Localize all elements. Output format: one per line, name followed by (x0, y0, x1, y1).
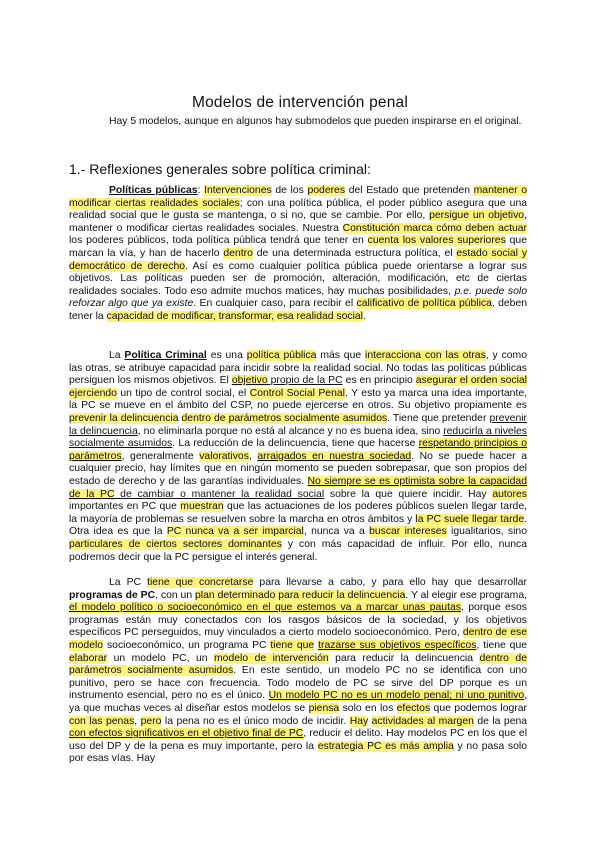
highlighted-text: muestran (180, 501, 224, 513)
text-run: un modelo PC, un (107, 652, 215, 664)
text-run: ; con una política pública, el poder público asegura que una realidad social que le gusta se mantenga, o si no, que se cambie. Por ello, (69, 197, 527, 222)
highlighted-text: elaborar (69, 652, 108, 664)
text-run: , con un (155, 589, 196, 601)
highlighted-text: capacidad de modificar, transformar, esa realidad social (106, 310, 363, 322)
highlighted-text: interacciona con las otras (365, 350, 486, 361)
highlighted-text: respetando principios o parámetros (69, 438, 527, 462)
highlighted-text: objetivo (231, 375, 268, 387)
intro-text (109, 116, 521, 127)
page-title: Modelos de intervención penal (191, 94, 409, 111)
text-run: programas de PC (69, 589, 156, 601)
text-run: , (134, 715, 141, 727)
highlighted-text: actividades al margen (371, 715, 474, 727)
highlighted-text: pero (140, 715, 162, 727)
highlighted-text: cuenta los valores superiores (367, 235, 506, 247)
text-run: , mantener o modificar ciertas realidades sociales. Nuestra (69, 210, 527, 234)
text-run: . Y esto ya marca una idea importante, la PC se mueve en el ámbito del CSP, no puede ejercerse en otros. Su objetivo propiamente es (69, 387, 527, 412)
text-run: , (248, 450, 258, 462)
text-run: Hay 5 modelos, aunque en algunos hay submodelos que pueden inspirarse en el original. (109, 116, 522, 127)
highlighted-text: dentro de ese modelo (69, 627, 528, 651)
text-run: . En cualquier caso, para recibir el (193, 298, 357, 310)
highlighted-text: plan determinado para reducir la delincuencia (195, 589, 406, 601)
text-run: solo en los (339, 702, 397, 714)
text-run: la pena no es el único modo de incidir. (161, 715, 350, 727)
text-run: para llevarse a cabo, y para ello hay que desarrollar (253, 577, 527, 588)
highlighted-text: Un modelo PC no es un modelo penal; ni uno punitivo (268, 690, 525, 702)
highlighted-text: persigue un objetivo (429, 210, 525, 222)
text-run: los poderes públicos, toda política pública tendrá que tener en (69, 235, 368, 247)
text-run: . (362, 310, 366, 322)
highlighted-text: tiene que (270, 639, 315, 651)
highlighted-text: Intervenciones (204, 185, 272, 196)
text-run: y con más capacidad de influir. Por ello, nunca podremos decir que la PC persigue el interés general. (69, 538, 527, 563)
text-run: que marcan la vía, y han de hacerlo (69, 235, 527, 259)
highlighted-text: con las penas (69, 715, 135, 727)
paragraph-politica-criminal (69, 350, 527, 564)
highlighted-text: particulares de ciertos sectores dominantes (69, 538, 282, 550)
highlighted-text: modelo de intervención (214, 652, 329, 664)
highlighted-text: la PC suele llegar tarde (415, 513, 525, 525)
paragraph-text (69, 577, 527, 764)
highlighted-text: prevenir la delincuencia (69, 412, 179, 424)
highlighted-text: buscar intereses (369, 526, 447, 538)
highlighted-text: arraigados en nuestra sociedad (257, 450, 412, 462)
text-run: que las actuaciones de los poderes públicos suelen llegar tarde, la mayoría de problemas se resuelven sobre la marcha en otros ámbitos y (69, 501, 527, 525)
paragraph-text (69, 350, 527, 563)
text-run: de cambiar o mantener la realidad social (114, 488, 325, 500)
highlighted-text: tiene que concretarse (147, 577, 254, 588)
highlighted-text: con efectos significativos en el objetivo final de PC (69, 728, 304, 740)
highlighted-text: valorativos (199, 450, 249, 462)
text-run: . En este sentido, un modelo PC no se identifica con uno punitivo, pero se hace con frecuencia. Todo modelo de PC se sirve del DP porque es un instrumento esencial, pero no es el único. (69, 665, 527, 702)
text-run: Política Criminal (124, 350, 207, 361)
text-run: es en principio (342, 375, 416, 387)
text-run: . Otra idea es que la (69, 513, 527, 538)
highlighted-text: dentro (223, 247, 253, 259)
text-run: , ya que muchas veces al diseñar estos modelos se (69, 690, 527, 714)
highlighted-text: dentro de parámetros socialmente asumidos (181, 412, 388, 424)
text-run: reducirla a niveles socialmente asumidos (69, 425, 527, 450)
text-run: , deben tener la (69, 298, 528, 322)
text-run: La (109, 350, 125, 361)
highlighted-text: autores (492, 488, 527, 500)
text-run: prevenir la delincuencia (69, 412, 527, 437)
text-run: Políticas públicas (109, 185, 198, 196)
highlighted-text: Hay (349, 715, 369, 727)
highlighted-text: efectos (396, 702, 431, 714)
text-run: importantes en PC que (69, 501, 181, 513)
highlighted-text: Control Social Penal (249, 387, 345, 399)
text-run: , generalmente (121, 450, 200, 462)
text-run: igualitarios, sino (446, 526, 527, 538)
highlighted-text: estado social y democrático de derecho (69, 247, 528, 272)
paragraph-programas-pc (69, 577, 527, 766)
text-run: es una (206, 350, 247, 361)
highlighted-text: dentro de parámetros socialmente asumidos (69, 652, 527, 677)
text-run: propio de la PC (267, 375, 343, 387)
text-run: socioeconómico, un programa PC (103, 639, 271, 651)
highlighted-text: asegurar el orden social ejerciendo (69, 375, 527, 399)
text-run: La PC (109, 577, 148, 588)
text-run: de los (271, 185, 308, 196)
text-run: más que (316, 350, 366, 361)
highlighted-text: estrategia PC es más amplia (317, 740, 454, 752)
highlighted-text: mantener o modificar ciertas realidades sociales (69, 185, 527, 209)
text-run: que podemos lograr (430, 702, 527, 714)
text-run: un tipo de control social, el (116, 387, 250, 399)
text-run: , reducir el delito. Hay modelos PC en los que el uso del DP y de la pena es muy importante, pero la (69, 728, 528, 752)
text-run: . La reducción de la delincuencia, tiene que hacerse (172, 438, 419, 450)
text-run: para reducir la delincuencia (328, 652, 480, 664)
text-run: . Tiene que pretender (387, 412, 490, 424)
highlighted-text: PC nunca va a ser imparcial (166, 526, 304, 538)
text-run: : (197, 185, 205, 196)
text-run: , y como las otras, se atribuye capacidad para incidir sobre la realidad social. No todas las políticas públicas persiguen los mismos objetivos. El (69, 350, 527, 387)
paragraph-text (69, 185, 527, 322)
text-run: de la pena (473, 715, 528, 727)
text-run: de una determinada estructura política, el (252, 247, 457, 259)
highlighted-text: el modelo político o socioeconómico en el que estemos va a marcar unas pautas (69, 602, 461, 614)
text-run: sobre la que quiere incidir. Hay (324, 488, 493, 500)
highlighted-text: Constitución marca cómo deben actuar (342, 222, 527, 234)
text-run: . Así es como cualquier política pública puede orientarse a lograr sus objetivos. Las políticas pueden ser de promoción, alteración, modificación, etc de ciertas realidades sociales. Todo eso admite muchos matices, hay muchas posibilidades, (69, 260, 528, 297)
highlighted-text: calificativo de política pública (356, 298, 492, 310)
text-run: , nunca va a (303, 526, 370, 538)
section-heading: 1.- Reflexiones generales sobre política criminal: (69, 161, 371, 177)
text-run: y no pasa solo por esas vías. Hay (69, 740, 527, 765)
highlighted-text: política pública (246, 350, 317, 361)
highlighted-text: trazarse sus objetivos específicos (318, 639, 477, 651)
text-run: , no eliminarla porque no está al alcance y no es buena idea, sino (137, 425, 444, 437)
highlighted-text: piensa (308, 702, 340, 714)
highlighted-text: poderes (307, 185, 346, 196)
text-run: , tiene que (476, 639, 528, 651)
text-run: p.e. puede solo reforzar algo que ya existe (69, 285, 527, 310)
text-run: . Y al elegir ese programa, (405, 589, 528, 601)
intro-paragraph (69, 116, 527, 129)
paragraph-politicas-publicas (69, 185, 527, 324)
text-run: . No se puede hacer a cualquier precio, hay límites que en ningún momento se pueden sobrepasar, que son propios del estado de derecho y de las garantías individuales. (69, 450, 527, 487)
text-run: del Estado que pretenden (345, 185, 474, 196)
text-run: , porque esos programas están muy conectados con los rasgos básicos de la sociedad, y los objetivos específicos PC perseguidos, muy vinculados a cierto modelo socioeconómico. Pero, (69, 602, 527, 639)
highlighted-text: No siempre se es optimista sobre la capacidad de la PC (69, 475, 527, 500)
